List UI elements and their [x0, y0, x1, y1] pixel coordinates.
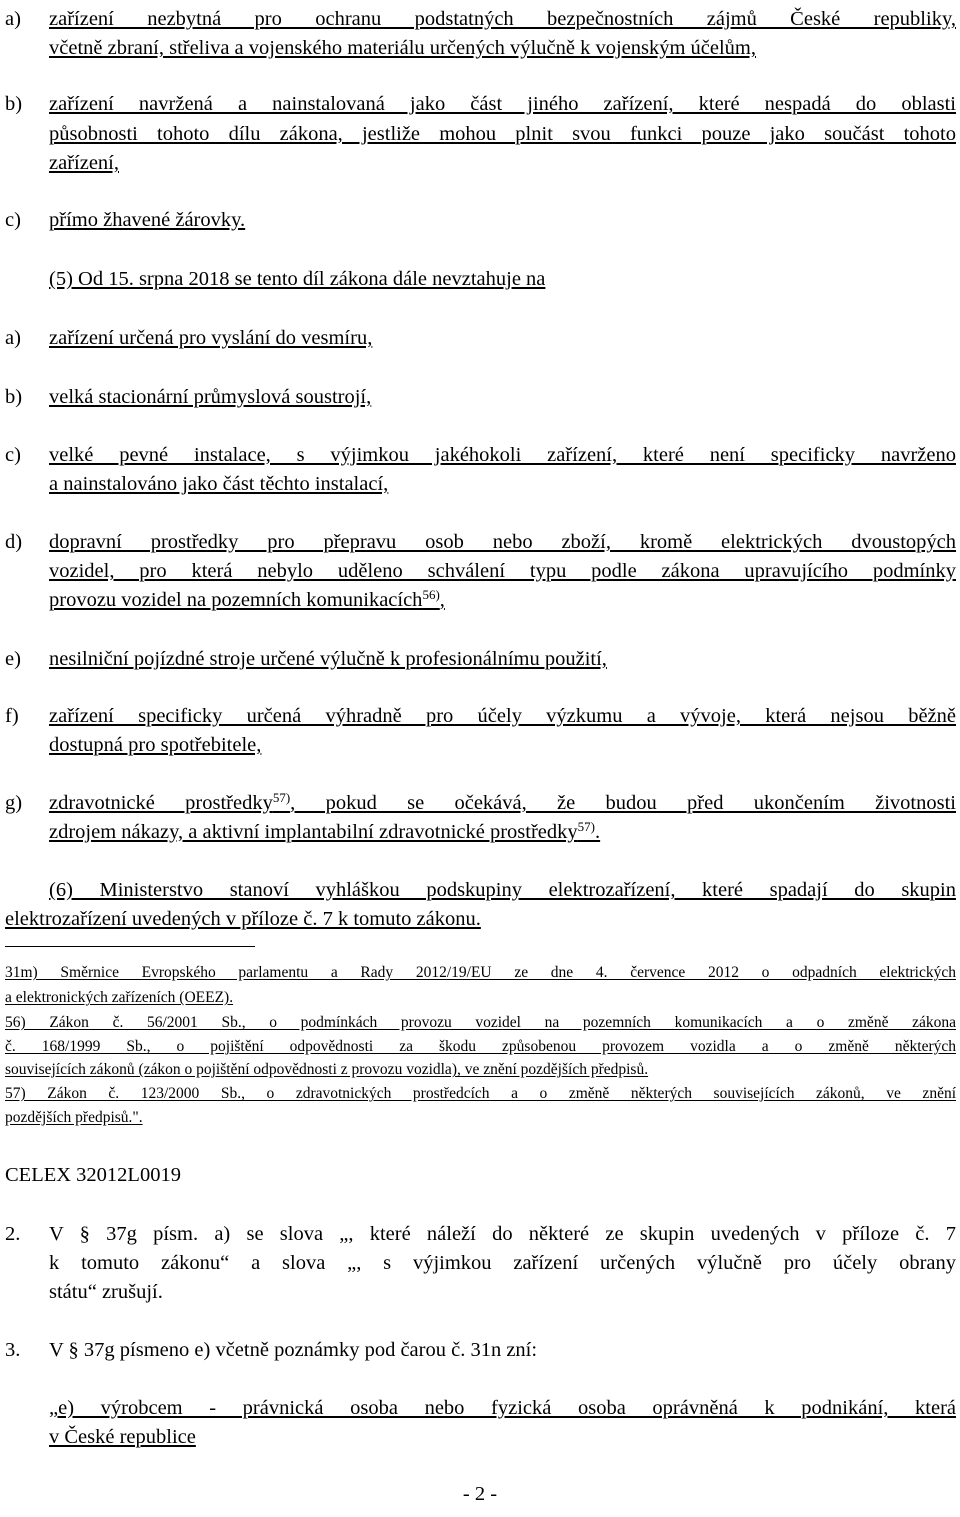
footnote-ref-56: 56): [422, 587, 440, 602]
footnote-57-line-1: 57) Zákon č. 123/2000 Sb., o zdravotnických prostředcích a o změně některých souvisejících zákonů, ve znění: [5, 1085, 956, 1102]
item-d-line-1: dopravní prostředky pro přepravu osob nebo zboží, kromě elektrických dvoustopých: [49, 531, 956, 553]
item-label-b: b): [5, 386, 23, 408]
item-label-e: e): [5, 648, 21, 670]
page-number: - 2 -: [462, 1483, 498, 1505]
point-3-line-1: V § 37g písmeno e) včetně poznámky pod čarou č. 31n zní:: [49, 1339, 538, 1361]
footnote-ref-57: 57): [577, 819, 595, 834]
paragraph-6-line-1: (6) Ministerstvo stanoví vyhláškou podskupiny elektrozařízení, které spadají do skupin: [49, 879, 956, 901]
quote-e-line-1: „e) výrobcem - právnická osoba nebo fyzická osoba oprávněná k podnikání, která: [49, 1397, 956, 1419]
item-label-d: d): [5, 531, 23, 553]
item-label-c: c): [5, 444, 21, 466]
footnote-56-line-3: souvisejících zákonů (zákon o pojištění odpovědnosti z provozu vozidla), ve znění pozdějších předpisů.: [5, 1061, 649, 1078]
point-2-line-3: státu“ zrušují.: [49, 1281, 163, 1303]
footnote-56-line-2: č. 168/1999 Sb., o pojištění odpovědnosti za škodu způsobenou provozem vozidla a o změně některých: [5, 1038, 956, 1055]
item-label-g: g): [5, 792, 23, 814]
footnote-57-line-2: pozdějších předpisů.".: [5, 1109, 143, 1126]
footnote-56-line-1: 56) Zákon č. 56/2001 Sb., o podmínkách provozu vozidel na pozemních komunikacích a o změně zákona: [5, 1014, 956, 1031]
footnote-31m-line-1: 31m) Směrnice Evropského parlamentu a Rady 2012/19/EU ze dne 4. července 2012 o odpadních elektrických: [5, 964, 956, 981]
footnote-separator: [5, 946, 255, 947]
item-b-line-3: zařízení,: [49, 152, 119, 174]
item-c-line-1: přímo žhavené žárovky.: [49, 209, 246, 231]
item-label-a: a): [5, 327, 21, 349]
paragraph-6-line-2: elektrozařízení uvedených v příloze č. 7 k tomuto zákonu.: [5, 908, 481, 930]
item-e-line-1: nesilniční pojízdné stroje určené výlučně k profesionálnímu použití,: [49, 648, 607, 670]
quote-e-line-2: v České republice: [49, 1426, 196, 1448]
item-a-line-1: zařízení nezbytná pro ochranu podstatných bezpečnostních zájmů České republiky,: [49, 8, 956, 30]
item-f-line-1: zařízení specificky určená výhradně pro účely výzkumu a vývoje, která nejsou běžně: [49, 705, 956, 727]
item-label-c: c): [5, 209, 21, 231]
footnote-31m-line-2: a elektronických zařízeních (OEEZ).: [5, 989, 234, 1006]
celex-reference: CELEX 32012L0019: [5, 1164, 181, 1186]
item-d-line-2: vozidel, pro která nebylo uděleno schválení typu podle zákona upravujícího podmínky: [49, 560, 956, 582]
point-3-number: 3.: [5, 1339, 21, 1361]
item-f-line-2: dostupná pro spotřebitele,: [49, 734, 262, 756]
item-b-machinery-line-1: velká stacionární průmyslová soustrojí,: [49, 386, 372, 408]
item-g-line-2: zdrojem nákazy, a aktivní implantabilní zdravotnické prostředky$^{57)}$.: [49, 819, 601, 843]
item-c-installations-line-2: a nainstalováno jako část těchto instalací,: [49, 473, 389, 495]
item-label-f: f): [5, 705, 19, 727]
item-b-line-2: působnosti tohoto dílu zákona, jestliže mohou plnit svou funkci pouze jako součást tohoto: [49, 123, 956, 145]
item-c-installations-line-1: velké pevné instalace, s výjimkou jakéhokoli zařízení, které není specificky navrženo: [49, 444, 956, 466]
item-a-line-2: včetně zbraní, střeliva a vojenského materiálu určených výlučně k vojenským účelům,: [49, 37, 756, 59]
footnote-ref-57: 57): [272, 790, 291, 805]
item-label-b: b): [5, 93, 23, 115]
item-g-line-1: zdravotnické prostředky$^{57)}$, pokud se očekává, že budou před ukončením životnosti: [49, 790, 956, 814]
point-2-number: 2.: [5, 1223, 21, 1245]
paragraph-5: (5) Od 15. srpna 2018 se tento díl zákona dále nevztahuje na: [49, 268, 546, 290]
item-a-space-line-1: zařízení určená pro vyslání do vesmíru,: [49, 327, 373, 349]
point-2-line-2: k tomuto zákonu“ a slova „, s výjimkou zařízení určených výlučně pro účely obrany: [49, 1252, 956, 1274]
item-label-a: a): [5, 8, 21, 30]
item-d-line-3: provozu vozidel na pozemních komunikacích$^{56)}$,: [49, 587, 445, 611]
item-b-line-1: zařízení navržená a nainstalovaná jako část jiného zařízení, které nespadá do oblasti: [49, 93, 956, 115]
point-2-line-1: V § 37g písm. a) se slova „, které náleží do některé ze skupin uvedených v příloze č. 7: [49, 1223, 956, 1245]
